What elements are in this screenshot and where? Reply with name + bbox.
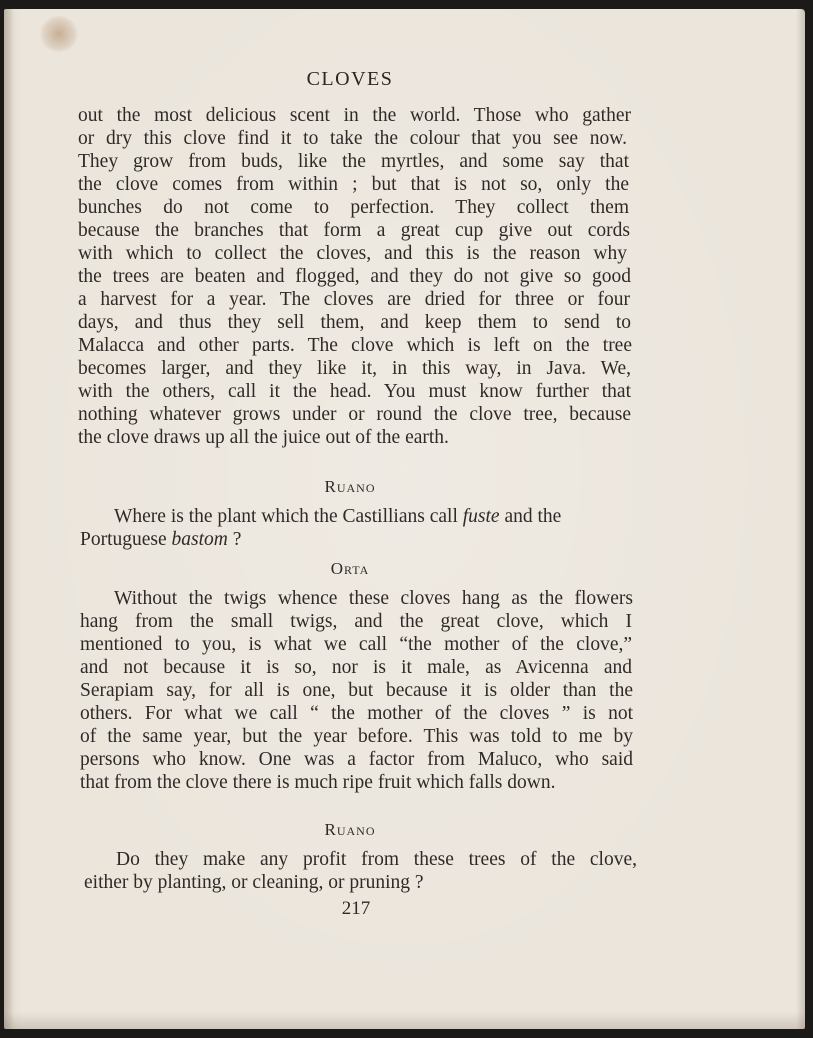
text-line: They grow from buds, like the myrtles, and some say that	[78, 151, 629, 172]
speaker-label: Ruano	[324, 477, 376, 496]
text-span: Where is the plant which the Castillians call	[114, 506, 463, 527]
text-line: bunches do not come to perfection. They collect them	[78, 197, 629, 218]
text-line: of the same year, but the year before. This was told to me by	[80, 726, 633, 747]
running-head: CLOVES	[306, 68, 394, 90]
text-line: Serapiam say, for all is one, but because it is older than the	[80, 680, 633, 701]
text-line	[114, 505, 561, 528]
text-line: nothing whatever grows under or round the clove tree, because	[78, 404, 631, 425]
page-gutter-shadow	[4, 9, 14, 1029]
text-line: hang from the small twigs, and the great clove, which I	[80, 611, 632, 632]
text-line: with which to collect the cloves, and this is the reason why	[78, 243, 627, 264]
text-line: either by planting, or cleaning, or pruning ?	[84, 872, 424, 893]
page-number: 217	[341, 898, 371, 919]
text-line: a harvest for a year. The cloves are dried for three or four	[78, 289, 630, 310]
text-line: the trees are beaten and flogged, and they do not give so good	[78, 266, 631, 287]
text-line: out the most delicious scent in the world. Those who gather	[78, 105, 631, 126]
text-line: days, and thus they sell them, and keep them to send to	[78, 312, 631, 333]
text-line: or dry this clove find it to take the colour that you see now.	[78, 128, 627, 149]
page-right-edge	[796, 9, 805, 1029]
speaker-label: Ruano	[324, 820, 376, 839]
speaker-label: Orta	[330, 559, 370, 578]
text-line: because the branches that form a great cup give out cords	[78, 220, 630, 241]
page-bottom-edge	[4, 1012, 805, 1029]
text-line: the clove comes from within ; but that is not so, only the	[78, 174, 629, 195]
text-line: that from the clove there is much ripe fruit which falls down.	[80, 772, 556, 793]
text-line: Malacca and other parts. The clove which is left on the tree	[78, 335, 632, 356]
text-line: Without the twigs whence these cloves hang as the flowers	[114, 588, 633, 609]
text-span: Portuguese	[80, 529, 172, 550]
text-span: and the	[499, 506, 562, 527]
text-line: with the others, call it the head. You must know further that	[78, 381, 631, 402]
text-line: Do they make any profit from these trees of the clove,	[116, 849, 637, 870]
text-line: others. For what we call “ the mother of the cloves ” is not	[80, 703, 633, 724]
text-line: mentioned to you, is what we call “the mother of the clove,”	[80, 634, 632, 655]
foxing-stain	[40, 16, 78, 52]
text-line: persons who know. One was a factor from Maluco, who said	[80, 749, 633, 770]
text-span: ?	[227, 529, 242, 550]
text-line: becomes larger, and they like it, in this way, in Java. We,	[78, 358, 631, 379]
italic-term: bastom	[171, 529, 228, 550]
text-line: the clove draws up all the juice out of the earth.	[78, 427, 449, 448]
text-line	[80, 528, 241, 551]
italic-term: fuste	[462, 506, 500, 527]
text-line: and not because it is so, nor is it male, as Avicenna and	[80, 657, 632, 678]
